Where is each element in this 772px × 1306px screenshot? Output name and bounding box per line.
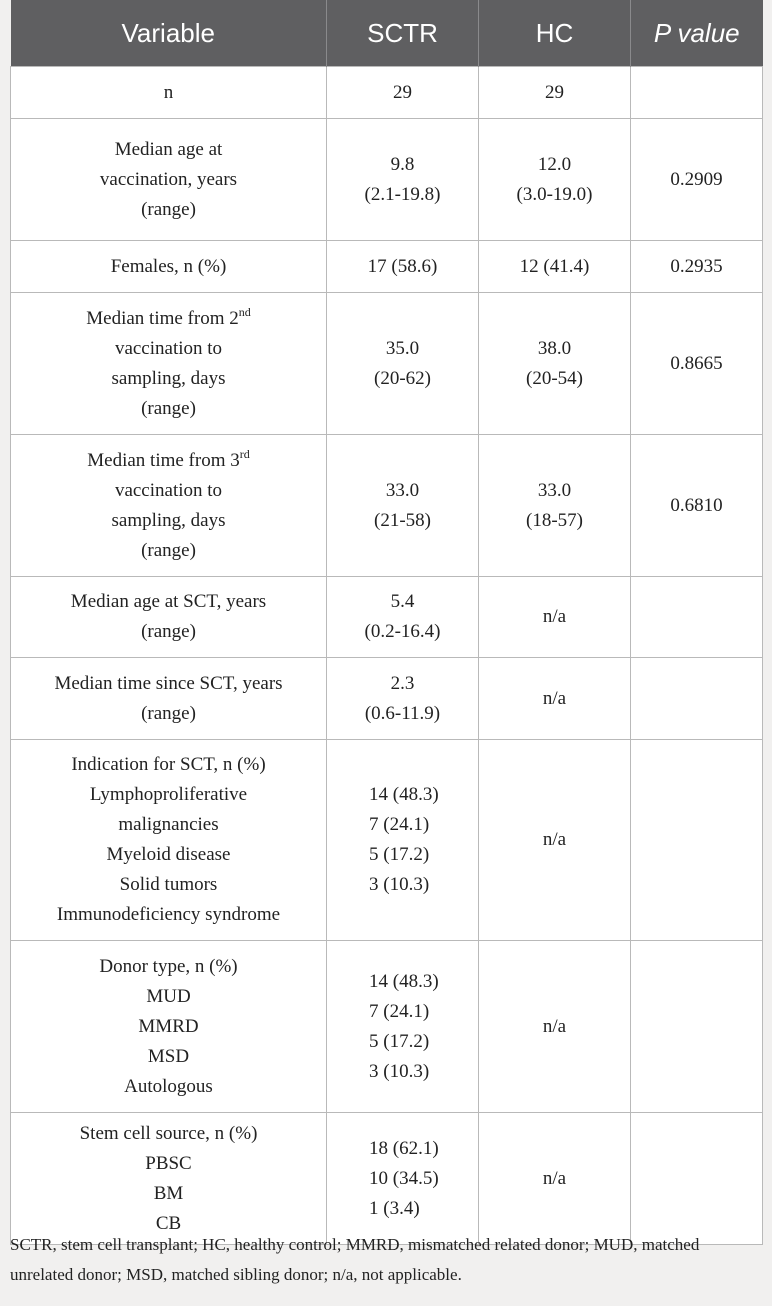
label-line: Donor type, n (%)	[99, 955, 238, 977]
hc-value: n/a	[479, 941, 631, 1113]
table-header-row	[11, 0, 763, 67]
table-row	[11, 241, 763, 293]
label-line: CB	[155, 1212, 182, 1234]
value-line: 1 (3.4)	[369, 1197, 420, 1219]
value-line: 5 (17.2)	[369, 1030, 430, 1052]
value-line: 33.0	[385, 479, 420, 501]
value-line: (18-57)	[526, 509, 583, 531]
p-value	[631, 67, 763, 119]
sctr-value	[327, 1113, 479, 1245]
value-line: (0.2-16.4)	[364, 621, 441, 642]
sctr-value	[327, 577, 479, 658]
header-pvalue: P value	[631, 0, 763, 67]
row-label: n	[11, 67, 327, 119]
sctr-value	[327, 941, 479, 1113]
table-row	[11, 1113, 763, 1245]
value-line: 38.0	[537, 337, 572, 359]
p-value	[631, 577, 763, 658]
label-line: vaccination to	[114, 479, 223, 501]
value-line: 7 (24.1)	[369, 1000, 430, 1022]
label-line: vaccination, years	[99, 168, 238, 190]
label-line: MUD	[146, 985, 191, 1007]
row-label	[11, 1113, 327, 1245]
value-line: 2.3	[390, 672, 415, 694]
table-row	[11, 293, 763, 435]
p-value: 0.2909	[631, 119, 763, 241]
p-value	[631, 658, 763, 740]
label-line: Immunodeficiency syndrome	[56, 904, 281, 925]
value-line: 14 (48.3)	[369, 970, 439, 992]
value-line: (20-62)	[374, 367, 431, 389]
hc-value	[479, 293, 631, 435]
table-row	[11, 658, 763, 740]
table-row	[11, 577, 763, 658]
label-line	[17, 446, 320, 476]
row-label	[11, 435, 327, 577]
value-line: 10 (34.5)	[369, 1167, 439, 1189]
label-line: sampling, days	[111, 509, 226, 531]
label-text: Median time from 2	[86, 307, 239, 329]
label-line: sampling, days	[111, 367, 226, 389]
table-row	[11, 67, 763, 119]
label-line: Indication for SCT, n (%)	[71, 754, 266, 775]
value-line: 12.0	[537, 153, 572, 175]
label-line: (range)	[141, 198, 196, 220]
p-value	[631, 1113, 763, 1245]
hc-value: 29	[479, 67, 631, 119]
characteristics-table	[10, 0, 763, 1245]
label-line: Stem cell source, n (%)	[79, 1122, 258, 1144]
hc-value	[479, 435, 631, 577]
sctr-value: 17 (58.6)	[327, 241, 479, 293]
sctr-value	[327, 293, 479, 435]
label-line: (range)	[141, 702, 196, 724]
sctr-value	[327, 740, 479, 941]
value-line: 3 (10.3)	[369, 874, 430, 895]
value-line: 35.0	[385, 337, 420, 359]
label-line: Median age at	[114, 138, 223, 160]
value-line: 5 (17.2)	[369, 844, 430, 865]
row-label: Females, n (%)	[11, 241, 327, 293]
label-line: Autologous	[124, 1075, 213, 1097]
table-row	[11, 435, 763, 577]
label-line: Lymphoproliferative	[89, 784, 248, 805]
header-variable: Variable	[11, 0, 327, 67]
label-line	[17, 304, 320, 334]
p-value	[631, 740, 763, 941]
label-line: Median time since SCT, years	[54, 672, 283, 694]
sctr-value	[327, 119, 479, 241]
sctr-value	[327, 435, 479, 577]
p-value	[631, 941, 763, 1113]
value-line: (21-58)	[374, 509, 431, 531]
table-row	[11, 941, 763, 1113]
hc-value: n/a	[479, 1113, 631, 1245]
label-line: (range)	[141, 539, 196, 561]
value-line: (2.1-19.8)	[364, 183, 441, 205]
value-line: 18 (62.1)	[369, 1137, 439, 1159]
table-footnote: SCTR, stem cell transplant; HC, healthy control; MMRD, mismatched related donor; MUD, matched unrelated donor; MSD, matched sibling donor; n/a, not applicable.	[10, 1235, 700, 1284]
row-label	[11, 740, 327, 941]
value-line: 5.4	[390, 591, 415, 612]
row-label	[11, 658, 327, 740]
table-row	[11, 119, 763, 241]
header-sctr: SCTR	[327, 0, 479, 67]
header-hc: HC	[479, 0, 631, 67]
hc-value: n/a	[479, 740, 631, 941]
value-line: (3.0-19.0)	[516, 183, 593, 205]
row-label	[11, 941, 327, 1113]
hc-value	[479, 119, 631, 241]
hc-value: n/a	[479, 577, 631, 658]
label-line: MMRD	[138, 1015, 199, 1037]
label-line: BM	[153, 1182, 184, 1204]
label-line: Myeloid disease	[106, 844, 231, 865]
ordinal-suffix: rd	[239, 446, 250, 461]
hc-value: 12 (41.4)	[479, 241, 631, 293]
p-value: 0.8665	[631, 293, 763, 435]
label-line: malignancies	[118, 814, 219, 835]
label-line: (range)	[141, 397, 196, 419]
p-value: 0.6810	[631, 435, 763, 577]
p-value: 0.2935	[631, 241, 763, 293]
label-text: Median time from 3	[87, 449, 240, 471]
value-line: (0.6-11.9)	[364, 702, 441, 724]
sctr-value: 29	[327, 67, 479, 119]
value-line: 7 (24.1)	[369, 814, 430, 835]
hc-value: n/a	[479, 658, 631, 740]
label-line: PBSC	[145, 1152, 192, 1174]
row-label	[11, 293, 327, 435]
value-line: 9.8	[390, 153, 415, 175]
value-line: 14 (48.3)	[369, 784, 439, 805]
label-line: MSD	[147, 1045, 190, 1067]
value-line: (20-54)	[526, 367, 583, 389]
value-line: 3 (10.3)	[369, 1060, 430, 1082]
label-line: Median age at SCT, years	[70, 591, 267, 612]
label-line: Solid tumors	[119, 874, 218, 895]
ordinal-suffix: nd	[238, 304, 251, 319]
label-line: vaccination to	[114, 337, 223, 359]
label-line: (range)	[141, 621, 196, 642]
row-label	[11, 119, 327, 241]
value-line: 33.0	[537, 479, 572, 501]
sctr-value	[327, 658, 479, 740]
row-label	[11, 577, 327, 658]
table-row	[11, 740, 763, 941]
